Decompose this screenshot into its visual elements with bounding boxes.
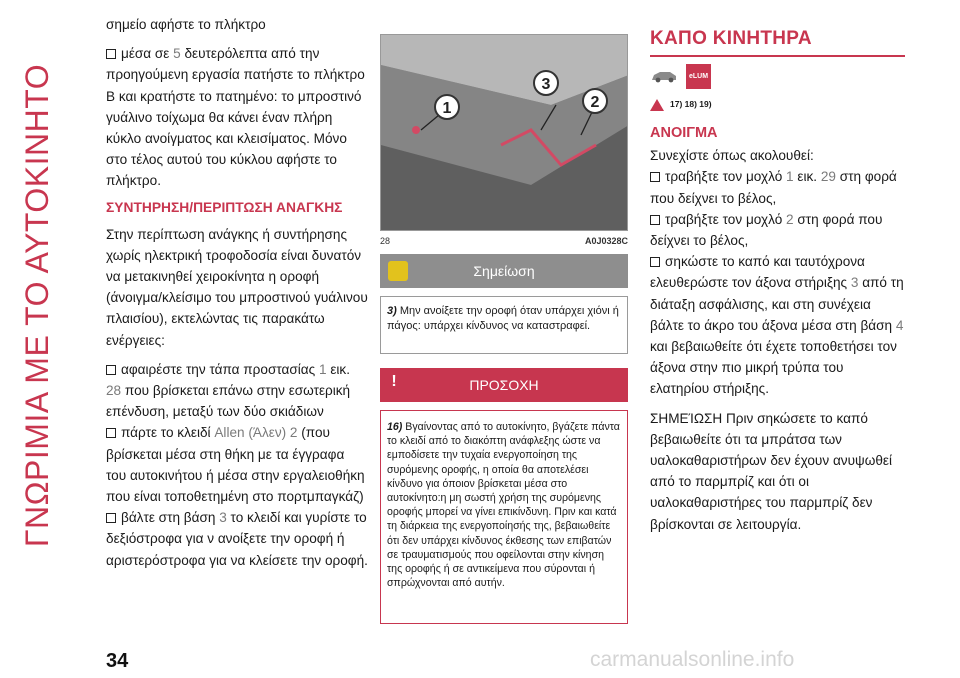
checkbox-bullet-icon [650,257,660,267]
figure-caption [380,236,628,246]
warning-triangle-icon [650,99,664,111]
section-title: ΚΑΠΟ ΚΙΝΗΤΗΡΑ [650,28,905,57]
roof-illustration [381,35,628,231]
callout-3 [534,71,558,95]
model-icons [650,65,905,87]
warning-body: 16) Βγαίνοντας από το αυτοκίνητο, βγάζετε πάντα το κλειδί από το διακόπτη ανάφλεξης ώστε να εμποδίσετε την τυχαία ενεργοποίηση της συρόμενης οροφής, η οποία θα αποτελέσει κίνδυνο για όποιον βρίσκεται μέσα στο αυτοκίνητο:η μη σωστή χρήση της συρόμενης οροφής μπορεί να γίνει επικίνδυνη. Πριν και κατά τη διάρκεια της ενεργοποίησής της, βεβαιωθείτε ότι δεν υπάρχει κίνδυνος έκθεσης των επιβατών σε τραυματισμούς που οφείλονται στην κίνηση της οροφής ή σε αντικείμενα που σύρονται ή σπρώχνονται από αυτήν. [380,410,628,624]
right-column [650,28,905,535]
page-number: 34 [106,650,129,672]
note-header [380,254,628,288]
figure-number: 28 [380,236,391,246]
paragraph: Συνεχίστε όπως ακολουθεί: [650,148,814,164]
paragraph: σημείο αφήστε το πλήκτρο [106,17,266,32]
checkbox-bullet-icon [650,215,660,225]
checkbox-bullet-icon [106,513,116,523]
section-heading: ΣΥΝΤΗΡΗΣΗ/ΠΕΡΙΠΤΩΣΗ ΑΝΑΓΚΗΣ [106,199,343,215]
car-note-icon [388,261,408,281]
left-column [106,14,368,571]
note-body: 3) Μην ανοίξετε την οροφή όταν υπάρχει χιόνι ή πάγος: υπάρχει κίνδυνος να καταστραφεί. [380,296,628,354]
bullet-item: μέσα σε 5 δευτερόλεπτα από την προηγούμενη εργασία πατήστε το πλήκτρο B και κρατήστε το πατημένο: το μπροστινό γυάλινο τοίχωμα θα κάνει έναν πλήρη κύκλο ανοίγματος και κλεισίματος. Μόνο στο τέλος αυτού του κύκλου αφήστε το πλήκτρο. [106,46,365,189]
paragraph: ΣΗΜΕΊΩΣΗ Πριν σηκώσετε το καπό βεβαιωθείτε ότι τα μπράτσα των υαλοκαθαριστήρων δεν έχουν ανυψωθεί από το παρμπρίζ και ότι οι υαλοκαθαριστήρες του παρμπρίζ δεν βρίσκονται σε λειτουργία. [650,410,892,532]
bullet-item: σηκώστε το καπό και ταυτόχρονα ελευθερώστε τον άξονα στήριξης 3 από τη διάταξη ασφάλισης, και στη συνέχεια βάλτε το άκρο του άξονα μέσα στη βάση 4 και βεβαιωθείτε ότι έχετε τοποθετήσει τον άξονα στην πιο μικρή τρύπα του ελατηρίου στήριξης. [650,254,904,397]
warning-title: ΠΡΟΣΟΧΗ [469,377,539,393]
callout-2 [583,89,607,113]
subsection-heading: ΑΝΟΙΓΜΑ [650,125,718,142]
callout-1 [435,95,459,119]
checkbox-bullet-icon [106,428,116,438]
checkbox-bullet-icon [650,172,660,182]
elum-badge: eLUM [686,64,711,89]
svg-text:2: 2 [590,94,600,111]
svg-text:3: 3 [541,76,551,93]
warning-exclamation-icon: ! [384,372,404,392]
paragraph: Στην περίπτωση ανάγκης ή συντήρησης χωρίς ηλεκτρική τροφοδοσία είναι δυνατόν να μετακινηθεί χειροκίνητα η οροφή (άνοιγμα/κλείσιμο του μπροστινού γυάλινου πλαισίου), εκτελώντας τις παρακάτω ενέργειες: [106,226,368,348]
svg-text:1: 1 [442,100,452,117]
bullet-item: τραβήξτε τον μοχλό 1 εικ. 29 στη φορά που δείχνει το βέλος, [650,169,897,206]
checkbox-bullet-icon [106,365,116,375]
bullet-item: αφαιρέστε την τάπα προστασίας 1 εικ. 28 που βρίσκεται επάνω στην εσωτερική επένδυση, μεταξύ των δύο σκιάδιων [106,361,351,420]
bullet-item: τραβήξτε τον μοχλό 2 στη φορά που δείχνει το βέλος, [650,211,883,249]
note-title: Σημείωση [473,263,535,279]
warning-header [380,368,628,402]
chapter-side-title [14,10,62,600]
watermark: carmanualsonline.info [590,648,795,671]
roof-figure [380,34,628,231]
figure-code: A0J0328C [584,236,628,246]
bullet-item: βάλτε στη βάση 3 το κλειδί και γυρίστε το δεξιόστροφα για ν ανοίξετε την οροφή ή αριστερόστροφα για να κλείσετε την οροφή. [106,510,368,568]
warning-refs: 17) 18) 19) [650,93,905,115]
chapter-title-text: ΓΝΩΡΙΜΙΑ ΜΕ ΤΟ ΑΥΤΟΚΙΝΗΤΟ [19,63,56,547]
checkbox-bullet-icon [106,49,116,59]
car-icon [650,69,678,83]
bullet-item: πάρτε το κλειδί Allen (Άλεν) 2 (που βρίσκεται μέσα στη θήκη με τα έγγραφα του αυτοκινήτου ή μέσα στην εργαλειοθήκη που είναι τοποθετημένη στο πορτμπαγκάζ) [106,425,365,505]
